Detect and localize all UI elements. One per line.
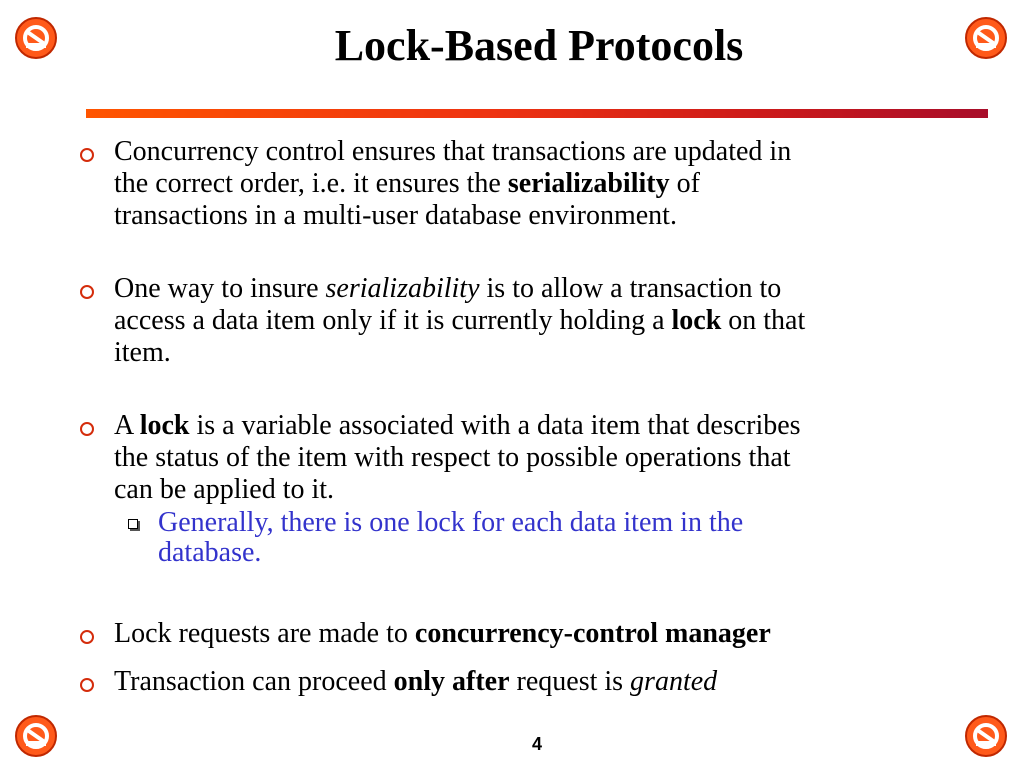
- text-span: is to allow a transaction to: [479, 273, 782, 304]
- hollow-circle-bullet-icon: [80, 285, 94, 299]
- bullet-lock-definition: [78, 410, 978, 506]
- sub-bullet-line: [158, 538, 978, 568]
- text-span: access a data item only if it is currently holding a: [114, 305, 672, 336]
- text-span: can be applied to it.: [114, 474, 335, 505]
- slide-content: [78, 136, 978, 698]
- hollow-circle-bullet-icon: [80, 148, 94, 162]
- text-span: Concurrency control ensures that transactions are updated in: [114, 136, 792, 167]
- text-span: Lock requests are made to: [114, 618, 415, 649]
- hollow-circle-bullet-icon: [80, 630, 94, 644]
- bullet-serializability: [78, 273, 978, 369]
- emphasis-italic: granted: [630, 666, 718, 697]
- bullet-line: [114, 666, 978, 698]
- text-span: A: [114, 410, 140, 441]
- text-span: One way to insure: [114, 273, 326, 304]
- sub-bullet-one-lock-per-item: [78, 508, 978, 568]
- text-span: Generally, there is one lock for each data item in the: [158, 507, 744, 538]
- emphasis-italic: serializability: [325, 273, 480, 304]
- bullet-line: [114, 442, 978, 474]
- emphasis-bold: lock: [671, 305, 722, 336]
- hollow-circle-bullet-icon: [80, 422, 94, 436]
- text-span: transactions in a multi-user database environment.: [114, 200, 677, 231]
- text-span: of: [669, 168, 700, 199]
- bullet-transaction-proceed: [78, 666, 978, 698]
- text-span: the status of the item with respect to possible operations that: [114, 442, 791, 473]
- bullet-line: [114, 337, 978, 369]
- text-span: request is: [509, 666, 631, 697]
- bullet-line: [114, 305, 978, 337]
- emphasis-bold: concurrency-control manager: [414, 618, 771, 649]
- bullet-lock-requests: [78, 618, 978, 650]
- emphasis-bold: only after: [393, 666, 510, 697]
- text-span: the correct order, i.e. it ensures the: [114, 168, 508, 199]
- title-divider: [86, 109, 988, 118]
- page-number: 4: [531, 734, 542, 754]
- sub-bullet-line: [158, 508, 978, 538]
- text-span: item.: [114, 337, 171, 368]
- bullet-line: [114, 136, 978, 168]
- text-span: on that: [721, 305, 806, 336]
- bullet-line: [114, 474, 978, 506]
- text-span: Transaction can proceed: [114, 666, 394, 697]
- bullet-line: [114, 273, 978, 305]
- square-bullet-icon: [128, 519, 138, 529]
- text-span: is a variable associated with a data item that describes: [189, 410, 801, 441]
- bullet-line: [114, 168, 978, 200]
- slide-title: Lock-Based Protocols: [334, 21, 744, 70]
- emphasis-bold: lock: [139, 410, 190, 441]
- hollow-circle-bullet-icon: [80, 678, 94, 692]
- bullet-concurrency-control: [78, 136, 978, 232]
- text-span: database.: [158, 537, 262, 568]
- emphasis-bold: serializability: [507, 168, 670, 199]
- bullet-line: [114, 618, 978, 650]
- bullet-line: [114, 410, 978, 442]
- bullet-line: [114, 200, 978, 232]
